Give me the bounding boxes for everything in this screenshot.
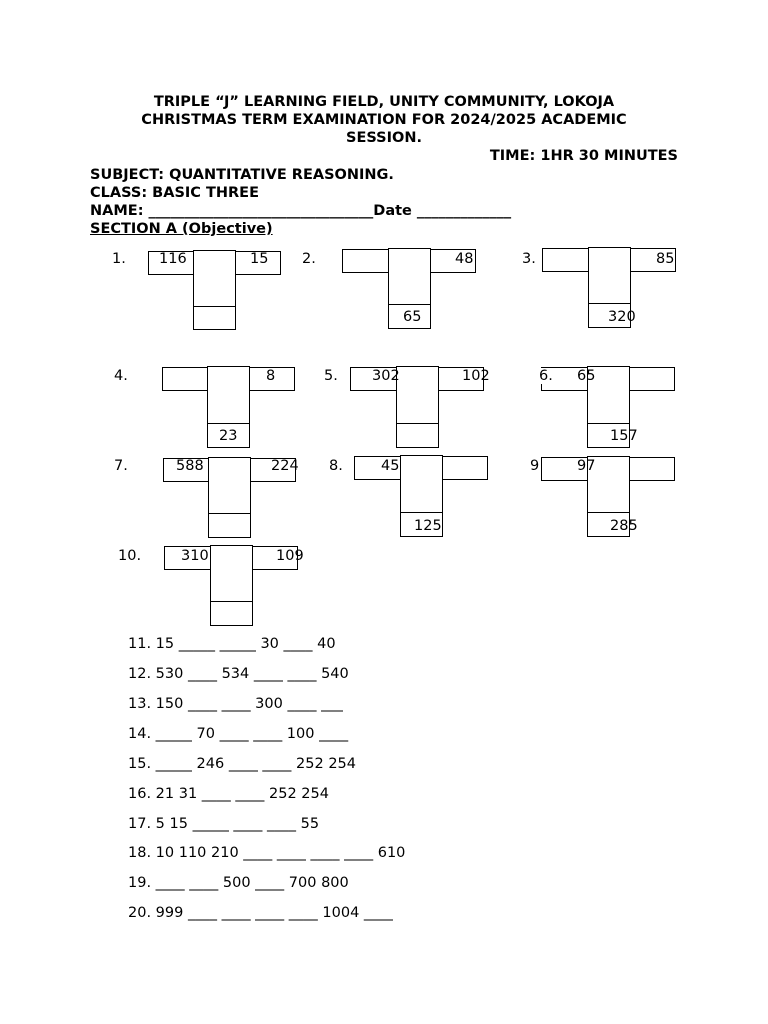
center-box [588, 247, 631, 304]
right-value: 85 [656, 251, 675, 267]
puzzle-number: 6. [539, 368, 553, 384]
right-value: 102 [462, 368, 490, 384]
left-value: 65 [577, 368, 596, 384]
center-box [193, 250, 236, 307]
left-value: 116 [159, 251, 187, 267]
bottom-value: 125 [414, 518, 442, 534]
question-19: 19. ____ ____ 500 ____ 700 800 [128, 875, 349, 891]
bottom-value: 157 [610, 428, 638, 444]
left-value: 45 [381, 458, 400, 474]
right-value: 109 [276, 548, 304, 564]
right-value: 48 [455, 251, 474, 267]
question-15: 15. _____ 246 ____ ____ 252 254 [128, 756, 356, 772]
right-box [629, 457, 675, 481]
exam-time: TIME: 1HR 30 MINUTES [489, 148, 678, 164]
exam-title: CHRISTMAS TERM EXAMINATION FOR 2024/2025 ACADEMIC [141, 112, 627, 128]
bottom-box [396, 423, 439, 448]
question-16: 16. 21 31 ____ ____ 252 254 [128, 786, 329, 802]
bottom-box [210, 601, 253, 626]
center-box [396, 366, 439, 424]
center-box [400, 455, 443, 513]
bottom-value: 320 [608, 309, 636, 325]
puzzle-number: 9 [530, 458, 540, 474]
question-11: 11. 15 _____ _____ 30 ____ 40 [128, 636, 336, 652]
center-box [210, 545, 253, 602]
puzzle-number: 3. [522, 251, 536, 267]
question-13: 13. 150 ____ ____ 300 ____ ___ [128, 696, 343, 712]
puzzle-number: 7. [114, 458, 128, 474]
right-value: 224 [271, 458, 299, 474]
left-box [342, 249, 389, 273]
left-value: 310 [181, 548, 209, 564]
bottom-box [193, 306, 236, 330]
question-14: 14. _____ 70 ____ ____ 100 ____ [128, 726, 349, 742]
right-value: 8 [266, 368, 276, 384]
bottom-value: 65 [403, 309, 422, 325]
section-title: SECTION A (Objective) [90, 221, 273, 237]
puzzle-number: 8. [329, 458, 343, 474]
center-box [207, 366, 250, 424]
subject-line: SUBJECT: QUANTITATIVE REASONING. [90, 167, 394, 183]
right-value: 15 [250, 251, 269, 267]
puzzle-number: 5. [324, 368, 338, 384]
left-value: 302 [372, 368, 400, 384]
left-box [162, 367, 208, 391]
puzzle-number: 10. [118, 548, 142, 564]
center-box [388, 248, 431, 305]
bottom-value: 23 [219, 428, 238, 444]
right-box [629, 367, 675, 391]
puzzle-number: 4. [114, 368, 128, 384]
exam-session: SESSION. [346, 130, 422, 146]
school-name: TRIPLE “J” LEARNING FIELD, UNITY COMMUNITY, LOKOJA [153, 94, 615, 110]
question-18: 18. 10 110 210 ____ ____ ____ ____ 610 [128, 845, 406, 861]
question-12: 12. 530 ____ 534 ____ ____ 540 [128, 666, 349, 682]
left-box [542, 248, 589, 272]
question-17: 17. 5 15 _____ ____ ____ 55 [128, 816, 320, 832]
name-date-line: NAME: _______________________________Date _____________ [90, 203, 512, 219]
bottom-box [208, 513, 251, 538]
left-value: 97 [577, 458, 596, 474]
puzzle-number: 2. [302, 251, 316, 267]
class-line: CLASS: BASIC THREE [90, 185, 259, 201]
question-20: 20. 999 ____ ____ ____ ____ 1004 ____ [128, 905, 393, 921]
puzzle-number: 1. [112, 251, 126, 267]
right-box [442, 456, 488, 480]
bottom-value: 285 [610, 518, 638, 534]
center-box [208, 457, 251, 514]
left-value: 588 [176, 458, 204, 474]
